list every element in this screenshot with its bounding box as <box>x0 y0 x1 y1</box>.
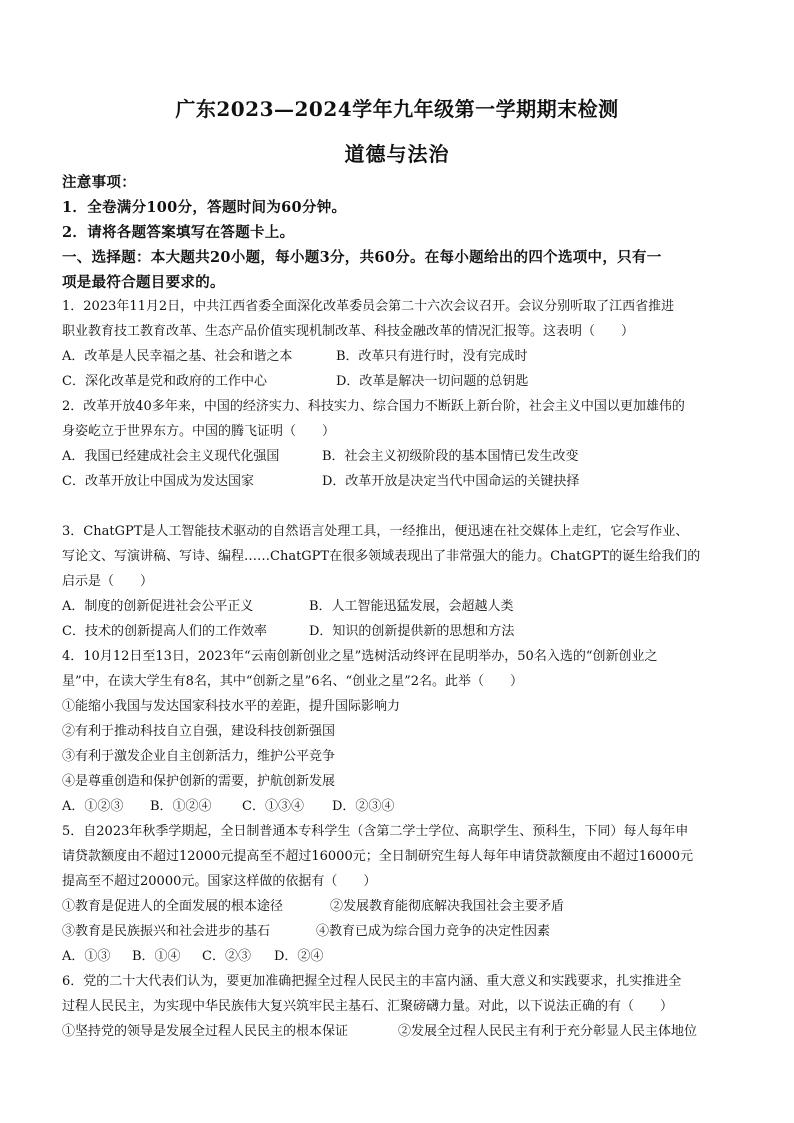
question-stem: 职业教育技工教育改革、生态产品价值实现机制改革、科技金融改革的情况汇报等。这表明（ ） <box>62 324 635 339</box>
option-c: C．改革开放让中国成为发达国家 <box>62 474 254 489</box>
option-d: D．改革开放是决定当代中国命运的关键抉择 <box>322 474 580 489</box>
statement-item: ④教育已成为综合国力竞争的决定性因素 <box>316 924 551 939</box>
question-stem: 3．ChatGPT是人工智能技术驱动的自然语言处理工具，一经推出，便迅速在社交媒体上走红，它会写作业、 <box>62 524 689 539</box>
exam-subject: 道德与法治 <box>344 142 450 166</box>
answer-choices <box>62 949 323 965</box>
statement-item: ④是尊重创造和保护创新的需要，护航创新发展 <box>62 774 336 789</box>
statement-item: ②有利于推动科技自立自强，建设科技创新强国 <box>62 724 336 739</box>
question-stem: 写论文、写演讲稿、写诗、编程……ChatGPT在很多领域表现出了非常强大的能力。ChatGPT的诞生给我们的 <box>62 549 701 564</box>
note-item: 2．请将各题答案填写在答题卡上。 <box>62 224 295 241</box>
question-stem: 请贷款额度由不超过12000元提高至不超过16000元；全日制研究生每人每年申请贷款额度由不超过16000元 <box>62 849 694 864</box>
statement-item: ①坚持党的领导是发展全过程人民民主的根本保证 <box>62 1024 349 1039</box>
option-d: D．改革是解决一切问题的总钥匙 <box>336 374 529 389</box>
option-a: A．改革是人民幸福之基、社会和谐之本 <box>62 349 293 364</box>
notes-heading: 注意事项： <box>62 174 136 191</box>
option-b: B．改革只有进行时，没有完成时 <box>336 349 528 364</box>
statement-item: ①能缩小我国与发达国家科技水平的差距，提升国际影响力 <box>62 699 401 714</box>
statement-item: ①教育是促进人的全面发展的根本途径 <box>62 899 284 914</box>
statement-item: ②发展全过程人民民主有利于充分彰显人民主体地位 <box>398 1024 698 1039</box>
question-stem: 6．党的二十大代表们认为，要更加准确把握全过程人民民主的丰富内涵、重大意义和实践要求，扎实推进全 <box>62 974 682 989</box>
question-stem: 提高至不超过20000元。国家这样做的依据有（ ） <box>62 874 377 889</box>
exam-title: 广东2023—2024学年九年级第一学期期末检测 <box>175 97 619 121</box>
statement-item: ③教育是民族振兴和社会进步的基石 <box>62 924 271 939</box>
answer-c: C．①③④ <box>242 799 304 814</box>
option-c: C．深化改革是党和政府的工作中心 <box>62 374 267 389</box>
statement-item: ③有利于激发企业自主创新活力，维护公平竞争 <box>62 749 336 764</box>
answer-d: D．②④ <box>274 949 324 964</box>
answer-a: A．①③ <box>62 949 111 964</box>
question-stem: 启示是（ ） <box>62 574 154 589</box>
option-a: A．我国已经建成社会主义现代化强国 <box>62 449 280 464</box>
question-stem: 5．自2023年秋季学期起，全日制普通本专科学生（含第二学士学位、高职学生、预科生，下同）每人每年申 <box>62 824 689 839</box>
option-d: D．知识的创新提供新的思想和方法 <box>309 624 515 639</box>
option-c: C．技术的创新提高人们的工作效率 <box>62 624 267 639</box>
question-stem: 身姿屹立于世界东方。中国的腾飞证明（ ） <box>62 424 336 439</box>
question-stem: 星”中，在读大学生有8名，其中“创新之星”6名、“创业之星”2名。此举（ ） <box>62 674 524 689</box>
answer-b: B．①②④ <box>150 799 212 814</box>
section-heading: 一、选择题：本大题共20小题，每小题3分，共60分。在每小题给出的四个选项中，只有一 <box>62 249 662 266</box>
option-a: A．制度的创新促进社会公平正义 <box>62 599 254 614</box>
question-stem: 2．改革开放40多年来，中国的经济实力、科技实力、综合国力不断跃上新台阶，社会主义中国以更加雄伟的 <box>62 399 685 414</box>
question-stem: 1．2023年11月2日，中共江西省委全面深化改革委员会第二十六次会议召开。会议分别听取了江西省推进 <box>62 299 675 314</box>
answer-b: B．①④ <box>132 949 181 964</box>
section-heading: 项是最符合题目要求的。 <box>62 274 225 291</box>
option-b: B．人工智能迅猛发展，会超越人类 <box>309 599 514 614</box>
question-stem: 过程人民民主，为实现中华民族伟大复兴筑牢民主基石、汇聚磅礴力量。对此，以下说法正确的有（ ） <box>62 999 674 1014</box>
question-stem: 4．10月12日至13日，2023年“云南创新创业之星”选树活动终评在昆明举办，50名入选的“创新创业之 <box>62 649 658 664</box>
note-item: 1．全卷满分100分，答题时间为60分钟。 <box>62 199 347 216</box>
answer-choices <box>62 799 394 815</box>
answer-c: C．②③ <box>202 949 251 964</box>
answer-a: A．①②③ <box>62 799 124 814</box>
statement-item: ②发展教育能彻底解决我国社会主要矛盾 <box>330 899 565 914</box>
option-b: B．社会主义初级阶段的基本国情已发生改变 <box>322 449 579 464</box>
answer-d: D．②③④ <box>332 799 395 814</box>
